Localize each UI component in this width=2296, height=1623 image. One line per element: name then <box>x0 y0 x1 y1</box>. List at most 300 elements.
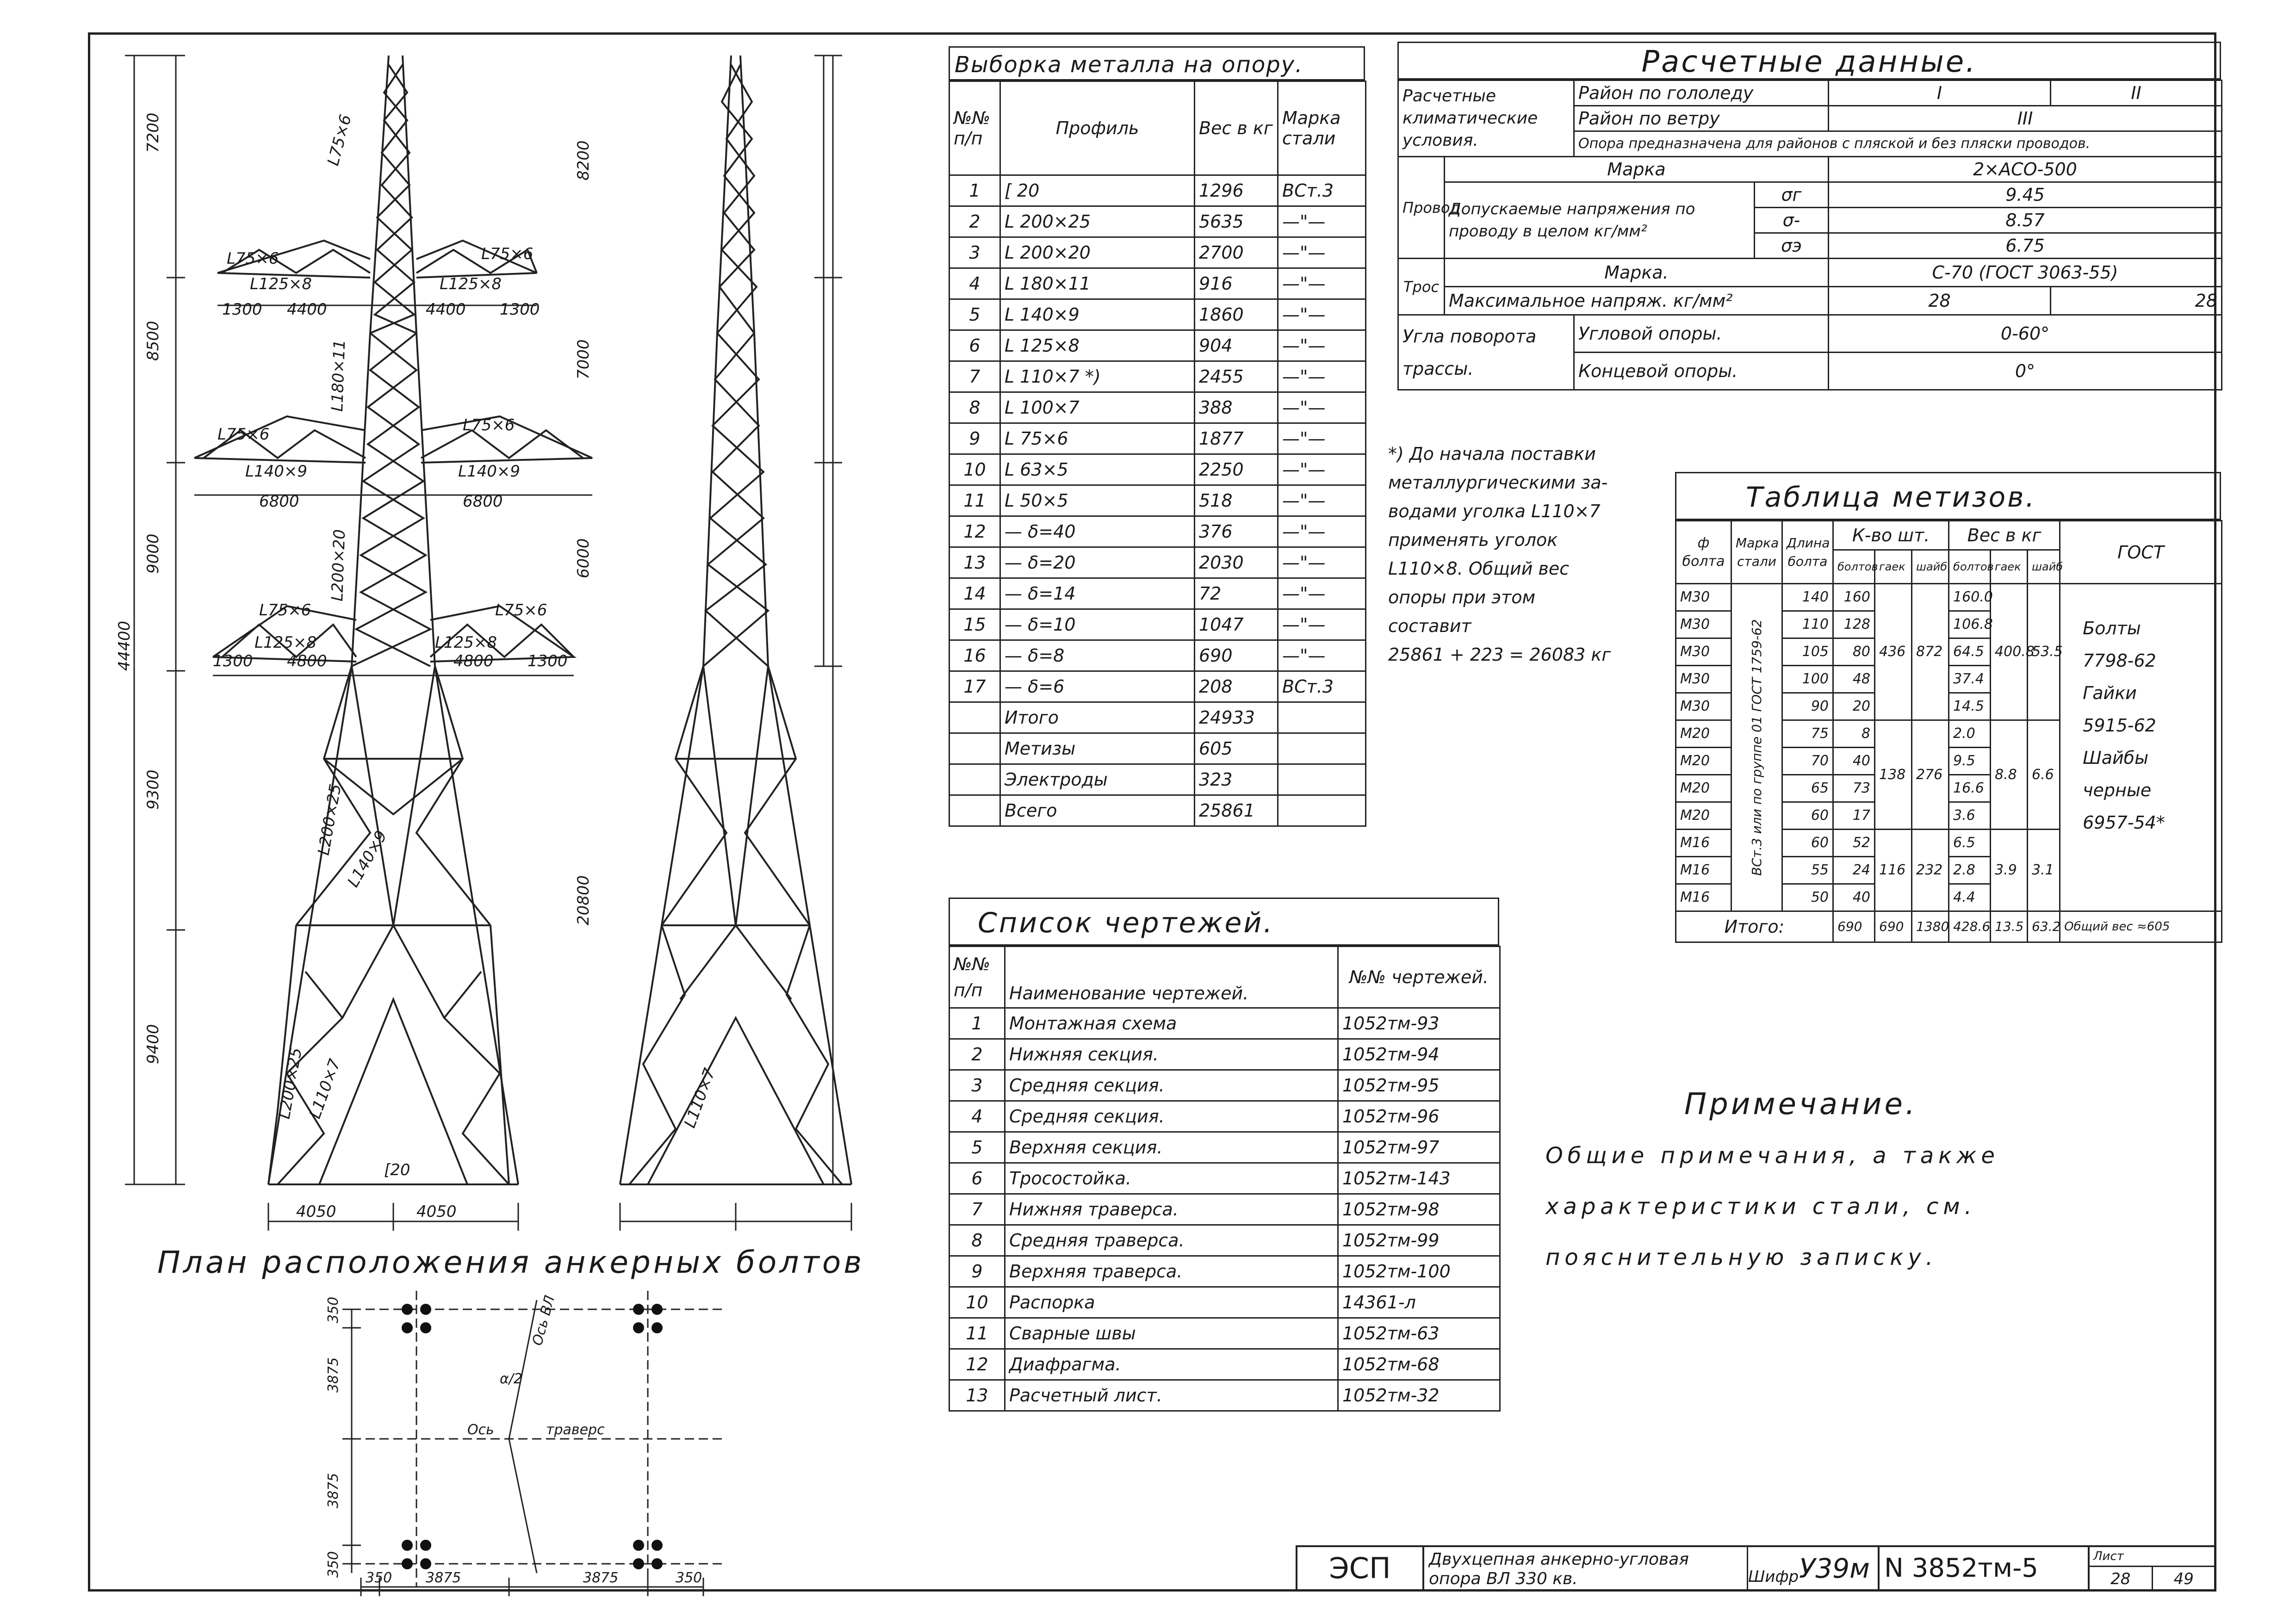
crossarm-mid-2: L75×6 <box>463 416 515 434</box>
hw-total-1: 690 <box>1833 911 1875 942</box>
hw-row-length: 60 <box>1782 830 1833 857</box>
metal-col-profile: Профиль <box>1000 81 1195 175</box>
drawings-table <box>949 946 1501 1412</box>
metal-row-weight: 904 <box>1195 330 1278 361</box>
metal-table-row <box>949 206 1366 237</box>
drawing-row-name: Средняя секция. <box>1005 1101 1338 1132</box>
footnote-line: *) До начала поставки <box>1388 444 1596 464</box>
metal-row-profile: L 110×7 *) <box>1000 361 1195 392</box>
metal-table-row <box>949 330 1366 361</box>
hw-sub-washers: шайб <box>1912 550 1949 584</box>
drawing-row-number: 1052тм-96 <box>1338 1101 1500 1132</box>
metal-row-profile: — δ=10 <box>1000 609 1195 640</box>
notes-line-3: пояснительную записку. <box>1545 1245 1938 1270</box>
drawing-row-number: 1052тм-95 <box>1338 1070 1500 1101</box>
drawing-row-number: 1052тм-98 <box>1338 1194 1500 1225</box>
footnote-line: металлургическими за- <box>1388 472 1608 493</box>
drawing-row-name: Сварные швы <box>1005 1318 1338 1349</box>
member-label-4: L200×25 <box>314 782 345 857</box>
drawing-row-name: Нижняя траверса. <box>1005 1194 1338 1225</box>
title-block <box>1296 1545 2216 1592</box>
metal-row-profile: L 50×5 <box>1000 485 1195 516</box>
hw-row-bolt-weight: 16.6 <box>1949 775 1991 802</box>
drawings-table-title: Список чертежей. <box>949 898 1499 946</box>
stress-sym-1: σг <box>1755 182 1829 208</box>
drawing-row-name: Распорка <box>1005 1287 1338 1318</box>
metal-row-weight: 2700 <box>1195 237 1278 268</box>
metal-row-weight: 2455 <box>1195 361 1278 392</box>
metal-table-row <box>949 516 1366 547</box>
metal-row-no: 7 <box>949 361 1000 392</box>
height-dim-total: 44400 <box>115 620 134 671</box>
metal-row-weight: 1860 <box>1195 299 1278 330</box>
hw-row-bolts: 8 <box>1833 720 1875 748</box>
cable-label: Трос <box>1398 259 1445 315</box>
hw-row-diameter: М20 <box>1676 802 1731 830</box>
metal-row-steel: ВСт.3 <box>1278 671 1366 702</box>
drawing-row-no: 4 <box>949 1101 1005 1132</box>
hw-gost-line: Гайки <box>2083 683 2137 703</box>
metal-row-steel: —"— <box>1278 299 1366 330</box>
drawing-row-no: 11 <box>949 1318 1005 1349</box>
stress-sym-2: σ- <box>1755 208 1829 233</box>
member-label-3: L200×20 <box>328 529 349 602</box>
drawing-row-no: 8 <box>949 1225 1005 1256</box>
cable-brand-value: С-70 (ГОСТ 3063-55) <box>1829 259 2222 287</box>
tower-drawings <box>0 0 925 1295</box>
metal-row-no: 4 <box>949 268 1000 299</box>
hw-row-bolt-weight: 9.5 <box>1949 748 1991 775</box>
metal-row-weight: 208 <box>1195 671 1278 702</box>
metal-table-row <box>949 764 1366 795</box>
drawing-row-number: 1052тм-94 <box>1338 1039 1500 1070</box>
metal-row-profile: L 200×20 <box>1000 237 1195 268</box>
anchor-dim-h-1: 350 <box>366 1570 392 1586</box>
drawing-row-no: 7 <box>949 1194 1005 1225</box>
drawing-row-name: Верхняя секция. <box>1005 1132 1338 1163</box>
crossarm-top-1: L75×6 <box>227 249 279 268</box>
stress-sym-3: σэ <box>1755 233 1829 259</box>
drawings-table-row <box>949 1380 1500 1411</box>
hw-row-length: 140 <box>1782 584 1833 611</box>
drawing-row-number: 1052тм-63 <box>1338 1318 1500 1349</box>
hw-sub-nuts-w: гаек <box>1991 550 2028 584</box>
anchor-dim-v-1: 350 <box>325 1296 341 1323</box>
metal-row-steel: —"— <box>1278 423 1366 454</box>
hw-row-diameter: М30 <box>1676 666 1731 693</box>
metal-row-weight: 72 <box>1195 578 1278 609</box>
stress-value-3: 6.75 <box>1829 233 2222 259</box>
metal-row-profile: L 100×7 <box>1000 392 1195 423</box>
crossarm-top-dim-1: 1300 <box>222 300 262 319</box>
drawing-row-number: 1052тм-93 <box>1338 1008 1500 1039</box>
wind-value: III <box>1829 106 2222 131</box>
hw-col-diameter: ф болта <box>1676 521 1731 584</box>
title-number: N 3852тм-5 <box>1880 1547 2090 1590</box>
crossarm-low-2: L75×6 <box>495 601 547 619</box>
metal-row-profile: L 125×8 <box>1000 330 1195 361</box>
hw-col-steel: Марка стали <box>1731 521 1782 584</box>
hw-row-bolts: 40 <box>1833 884 1875 911</box>
hw-group-nuts: 138 <box>1875 720 1912 830</box>
ice-value-2: II <box>2051 81 2222 106</box>
hw-total-5: 13.5 <box>1991 911 2028 942</box>
title-sheet-label: Лист <box>2090 1547 2215 1567</box>
metal-row-steel <box>1278 795 1366 826</box>
metal-row-no: 9 <box>949 423 1000 454</box>
metal-row-profile: Метизы <box>1000 733 1195 764</box>
crossarm-mid-dim-2: 6800 <box>463 492 503 511</box>
metal-table-title: Выборка металла на опору. <box>949 46 1365 81</box>
drawing-row-no: 13 <box>949 1380 1005 1411</box>
metal-table-row <box>949 485 1366 516</box>
footnote-line: опоры при этом <box>1388 587 1536 607</box>
hw-row-diameter: М20 <box>1676 720 1731 748</box>
metal-table <box>949 81 1366 827</box>
height-dim-3: 9000 <box>144 533 162 574</box>
anchor-dim-h-4: 350 <box>676 1570 702 1586</box>
metal-row-steel: —"— <box>1278 516 1366 547</box>
hw-row-bolt-weight: 64.5 <box>1949 638 1991 666</box>
metal-row-profile: L 140×9 <box>1000 299 1195 330</box>
metal-table-row <box>949 361 1366 392</box>
drawing-row-no: 9 <box>949 1256 1005 1287</box>
drawings-table-row <box>949 1070 1500 1101</box>
crossarm-mid-1: L75×6 <box>217 425 270 444</box>
member-label-5: L140×9 <box>344 827 391 891</box>
drawings-table-row <box>949 1225 1500 1256</box>
hw-row-bolts: 128 <box>1833 611 1875 638</box>
height-dim-right-total: 20800 <box>574 875 593 925</box>
hw-row-bolt-weight: 4.4 <box>1949 884 1991 911</box>
anchor-dim-v-3: 3875 <box>325 1473 341 1508</box>
traverse-label: траверс <box>546 1422 605 1438</box>
anchor-bolt-plan <box>324 1291 740 1596</box>
hardware-table-row <box>1676 584 2222 611</box>
stress-label: Допускаемые напряжения по проводу в целом кг/мм² <box>1445 182 1755 259</box>
crossarm-top-2: L75×6 <box>481 245 534 263</box>
metal-row-steel: —"— <box>1278 206 1366 237</box>
drawing-row-no: 6 <box>949 1163 1005 1194</box>
metal-table-row <box>949 671 1366 702</box>
crossarm-top-3: L125×8 <box>250 275 312 293</box>
metal-row-profile: [ 20 <box>1000 175 1195 206</box>
hw-row-length: 105 <box>1782 638 1833 666</box>
anchor-dim-v-2: 3875 <box>325 1357 341 1393</box>
metal-table-row <box>949 795 1366 826</box>
hw-row-length: 90 <box>1782 693 1833 720</box>
crossarm-low-3: L125×8 <box>254 633 316 652</box>
member-label-6: L200×25 <box>275 1046 306 1121</box>
hw-row-bolts: 52 <box>1833 830 1875 857</box>
metal-row-no: 11 <box>949 485 1000 516</box>
drawing-row-no: 3 <box>949 1070 1005 1101</box>
metal-row-profile: Всего <box>1000 795 1195 826</box>
height-dim-2: 8500 <box>144 321 162 361</box>
metal-row-weight: 2030 <box>1195 547 1278 578</box>
hw-sub-bolts-w: болтов <box>1949 550 1991 584</box>
crossarm-mid-4: L140×9 <box>458 462 520 481</box>
metal-row-weight: 1296 <box>1195 175 1278 206</box>
member-label-2: L180×11 <box>328 339 349 412</box>
metal-row-steel: —"— <box>1278 268 1366 299</box>
metal-row-weight: 376 <box>1195 516 1278 547</box>
footnote-line: L110×8. Общий вес <box>1388 558 1570 579</box>
hw-row-length: 75 <box>1782 720 1833 748</box>
hw-row-diameter: М20 <box>1676 748 1731 775</box>
crossarm-low-4: L125×8 <box>435 633 497 652</box>
drawings-table-row <box>949 1101 1500 1132</box>
metal-row-steel: —"— <box>1278 578 1366 609</box>
hw-row-length: 65 <box>1782 775 1833 802</box>
hw-row-diameter: М30 <box>1676 584 1731 611</box>
drawings-table-row <box>949 1256 1500 1287</box>
metal-row-no <box>949 764 1000 795</box>
hw-group-nuts: 436 <box>1875 584 1912 720</box>
hw-row-bolt-weight: 3.6 <box>1949 802 1991 830</box>
metal-row-weight: 1047 <box>1195 609 1278 640</box>
hw-group-nut-weight: 8.8 <box>1991 720 2028 830</box>
metal-row-profile: — δ=20 <box>1000 547 1195 578</box>
drawing-row-name: Расчетный лист. <box>1005 1380 1338 1411</box>
hw-gost-line: черные <box>2083 780 2152 800</box>
hw-col-gost: ГОСТ <box>2060 521 2222 584</box>
hw-row-length: 50 <box>1782 884 1833 911</box>
hw-gost-line: 7798-62 <box>2083 650 2156 671</box>
drawings-table-row <box>949 1318 1500 1349</box>
metal-row-weight: 388 <box>1195 392 1278 423</box>
metal-row-weight: 1877 <box>1195 423 1278 454</box>
height-dim-5: 9400 <box>144 1024 162 1064</box>
hw-row-diameter: М20 <box>1676 775 1731 802</box>
hw-total-6: 63.2 <box>2028 911 2060 942</box>
metal-row-steel <box>1278 764 1366 795</box>
hw-row-bolts: 73 <box>1833 775 1875 802</box>
angle-row-2-value: 0° <box>1829 353 2222 390</box>
hw-total-2: 690 <box>1875 911 1912 942</box>
angle-row-1-label: Угловой опоры. <box>1574 315 1829 353</box>
tower-front-view <box>194 56 592 1184</box>
hw-row-bolts: 160 <box>1833 584 1875 611</box>
metal-col-weight: Вес в кг <box>1195 81 1278 175</box>
crossarm-low-1: L75×6 <box>259 601 311 619</box>
hw-row-diameter: М16 <box>1676 884 1731 911</box>
metal-table-row <box>949 268 1366 299</box>
drawing-row-number: 1052тм-99 <box>1338 1225 1500 1256</box>
metal-row-no: 12 <box>949 516 1000 547</box>
metal-table-row <box>949 299 1366 330</box>
hw-gost-line: 5915-62 <box>2083 715 2156 736</box>
drawing-row-number: 1052тм-143 <box>1338 1163 1500 1194</box>
metal-row-profile: — δ=6 <box>1000 671 1195 702</box>
metal-row-steel: —"— <box>1278 237 1366 268</box>
metal-row-no: 5 <box>949 299 1000 330</box>
metal-row-profile: L 63×5 <box>1000 454 1195 485</box>
metal-row-steel: —"— <box>1278 547 1366 578</box>
metal-row-steel <box>1278 733 1366 764</box>
hw-gost-line: Шайбы <box>2083 748 2149 768</box>
crossarm-top-dim-2: 4400 <box>287 300 327 319</box>
hw-row-length: 70 <box>1782 748 1833 775</box>
max-stress-label: Максимальное напряж. кг/мм² <box>1445 287 1829 315</box>
metal-row-no: 8 <box>949 392 1000 423</box>
wire-brand-value: 2×АСО-500 <box>1829 157 2222 182</box>
drawing-row-name: Диафрагма. <box>1005 1349 1338 1380</box>
crossarm-low-dim-4: 1300 <box>527 652 568 670</box>
metal-row-steel: —"— <box>1278 485 1366 516</box>
tower-side-view <box>620 56 851 1184</box>
drawing-row-number: 1052тм-32 <box>1338 1380 1500 1411</box>
hw-group-washer-weight: 3.1 <box>2028 830 2060 911</box>
drawings-table-row <box>949 1008 1500 1039</box>
metal-row-no: 1 <box>949 175 1000 206</box>
hw-row-length: 110 <box>1782 611 1833 638</box>
member-label-9: [20 <box>384 1161 410 1179</box>
max-stress-value-2: 28 <box>2051 287 2222 315</box>
hw-total-3: 1380 <box>1912 911 1949 942</box>
stress-value-1: 9.45 <box>1829 182 2222 208</box>
stress-value-2: 8.57 <box>1829 208 2222 233</box>
hw-sub-nuts: гаек <box>1875 550 1912 584</box>
drawing-row-number: 1052тм-68 <box>1338 1349 1500 1380</box>
metal-table-row <box>949 640 1366 671</box>
drawing-row-number: 1052тм-97 <box>1338 1132 1500 1163</box>
metal-row-profile: Итого <box>1000 702 1195 733</box>
title-code: У39м <box>1799 1547 1880 1590</box>
footnote-line: применять уголок <box>1388 530 1558 550</box>
hw-steel-note: ВСт.3 или по группе 01 ГОСТ 1759-62 <box>1731 584 1782 911</box>
metal-row-no: 16 <box>949 640 1000 671</box>
axis-label: Ось <box>467 1422 494 1438</box>
drawing-row-name: Средняя секция. <box>1005 1070 1338 1101</box>
crossarm-low-dim-1: 1300 <box>213 652 253 670</box>
crossarm-mid-3: L140×9 <box>245 462 307 481</box>
hw-row-bolts: 17 <box>1833 802 1875 830</box>
angle-label: Угла поворота трассы. <box>1398 315 1574 390</box>
hw-row-bolt-weight: 37.4 <box>1949 666 1991 693</box>
hw-row-bolts: 20 <box>1833 693 1875 720</box>
metal-row-profile: L 180×11 <box>1000 268 1195 299</box>
height-dim-1: 7200 <box>144 112 162 153</box>
hw-group-washers: 872 <box>1912 584 1949 720</box>
metal-row-profile: L 75×6 <box>1000 423 1195 454</box>
drawing-row-no: 1 <box>949 1008 1005 1039</box>
metal-row-steel: ВСт.3 <box>1278 175 1366 206</box>
height-dim-right-2: 7000 <box>574 339 593 379</box>
hw-row-bolts: 48 <box>1833 666 1875 693</box>
metal-row-no: 17 <box>949 671 1000 702</box>
metal-row-no <box>949 733 1000 764</box>
hw-row-diameter: М30 <box>1676 611 1731 638</box>
hw-row-bolt-weight: 6.5 <box>1949 830 1991 857</box>
drawings-col-name: Наименование чертежей. <box>1005 947 1338 1008</box>
metal-row-profile: — δ=40 <box>1000 516 1195 547</box>
hw-group-washers: 232 <box>1912 830 1949 911</box>
metal-col-no: №№ п/п <box>949 81 1000 175</box>
hw-total-note: Общий вес ≈605 <box>2060 911 2222 942</box>
crossarm-top-4: L125×8 <box>440 275 502 293</box>
angle-row-2-label: Концевой опоры. <box>1574 353 1829 390</box>
hw-gost-line: Болты <box>2083 618 2141 638</box>
drawings-table-row <box>949 1132 1500 1163</box>
metal-table-row <box>949 175 1366 206</box>
wire-brand-label: Марка <box>1445 157 1829 182</box>
metal-row-no: 6 <box>949 330 1000 361</box>
anchor-dim-h-2: 3875 <box>426 1570 461 1586</box>
metal-row-profile: Электроды <box>1000 764 1195 795</box>
height-dim-right-3: 6000 <box>574 538 593 578</box>
metal-row-steel: —"— <box>1278 392 1366 423</box>
metal-row-profile: — δ=8 <box>1000 640 1195 671</box>
max-stress-value-1: 28 <box>1829 287 2051 315</box>
cable-brand-label: Марка. <box>1445 259 1829 287</box>
metal-row-weight: 5635 <box>1195 206 1278 237</box>
drawing-row-no: 12 <box>949 1349 1005 1380</box>
metal-row-no <box>949 795 1000 826</box>
hw-row-diameter: М16 <box>1676 857 1731 884</box>
title-sheet-total: 49 <box>2173 1570 2194 1588</box>
drawing-row-name: Тросостойка. <box>1005 1163 1338 1194</box>
height-dim-4: 9300 <box>144 769 162 810</box>
metal-row-steel: —"— <box>1278 330 1366 361</box>
hw-col-count: К-во шт. <box>1833 521 1949 550</box>
drawings-table-row <box>949 1163 1500 1194</box>
metal-row-weight: 690 <box>1195 640 1278 671</box>
hw-row-bolt-weight: 2.0 <box>1949 720 1991 748</box>
hw-row-bolt-weight: 106.8 <box>1949 611 1991 638</box>
hw-col-weight: Вес в кг <box>1949 521 2060 550</box>
drawing-row-name: Нижняя секция. <box>1005 1039 1338 1070</box>
metal-row-steel: —"— <box>1278 609 1366 640</box>
ice-label: Район по гололеду <box>1574 81 1829 106</box>
drawing-row-no: 2 <box>949 1039 1005 1070</box>
title-org: ЭСП <box>1297 1547 1424 1590</box>
metal-row-weight: 605 <box>1195 733 1278 764</box>
hw-group-nut-weight: 400.8 <box>1991 584 2028 720</box>
drawings-table-row <box>949 1039 1500 1070</box>
hw-sub-washers-w: шайб <box>2028 550 2060 584</box>
hw-row-diameter: М16 <box>1676 830 1731 857</box>
drawings-table-row <box>949 1194 1500 1225</box>
footnote-line: водами уголка L110×7 <box>1388 501 1601 521</box>
drawing-row-name: Средняя траверса. <box>1005 1225 1338 1256</box>
wind-label: Район по ветру <box>1574 106 1829 131</box>
metal-row-steel <box>1278 702 1366 733</box>
title-sheet-number: 28 <box>2090 1567 2153 1591</box>
height-dim-right-1: 8200 <box>574 140 593 180</box>
metal-table-row <box>949 578 1366 609</box>
metal-table-row <box>949 454 1366 485</box>
anchor-dim-v-4: 350 <box>325 1551 341 1578</box>
hardware-table <box>1675 520 2222 943</box>
drawings-col-no: №№ п/п <box>949 947 1005 1008</box>
metal-row-weight: 25861 <box>1195 795 1278 826</box>
metal-table-row <box>949 423 1366 454</box>
hw-row-bolts: 80 <box>1833 638 1875 666</box>
metal-row-steel: —"— <box>1278 454 1366 485</box>
calc-data-table <box>1397 80 2222 390</box>
crossarm-top-dim-3: 4400 <box>426 300 466 319</box>
hw-row-bolts: 40 <box>1833 748 1875 775</box>
footnote-line: составит <box>1388 616 1471 636</box>
angle-row-1-value: 0-60° <box>1829 315 2222 353</box>
drawing-row-no: 5 <box>949 1132 1005 1163</box>
title-description: Двухцепная анкерно-угловая опора ВЛ 330 кв. <box>1424 1547 1748 1590</box>
metal-row-no: 2 <box>949 206 1000 237</box>
hw-col-length: Длина болта <box>1782 521 1833 584</box>
hw-row-bolts: 24 <box>1833 857 1875 884</box>
metal-row-no <box>949 702 1000 733</box>
